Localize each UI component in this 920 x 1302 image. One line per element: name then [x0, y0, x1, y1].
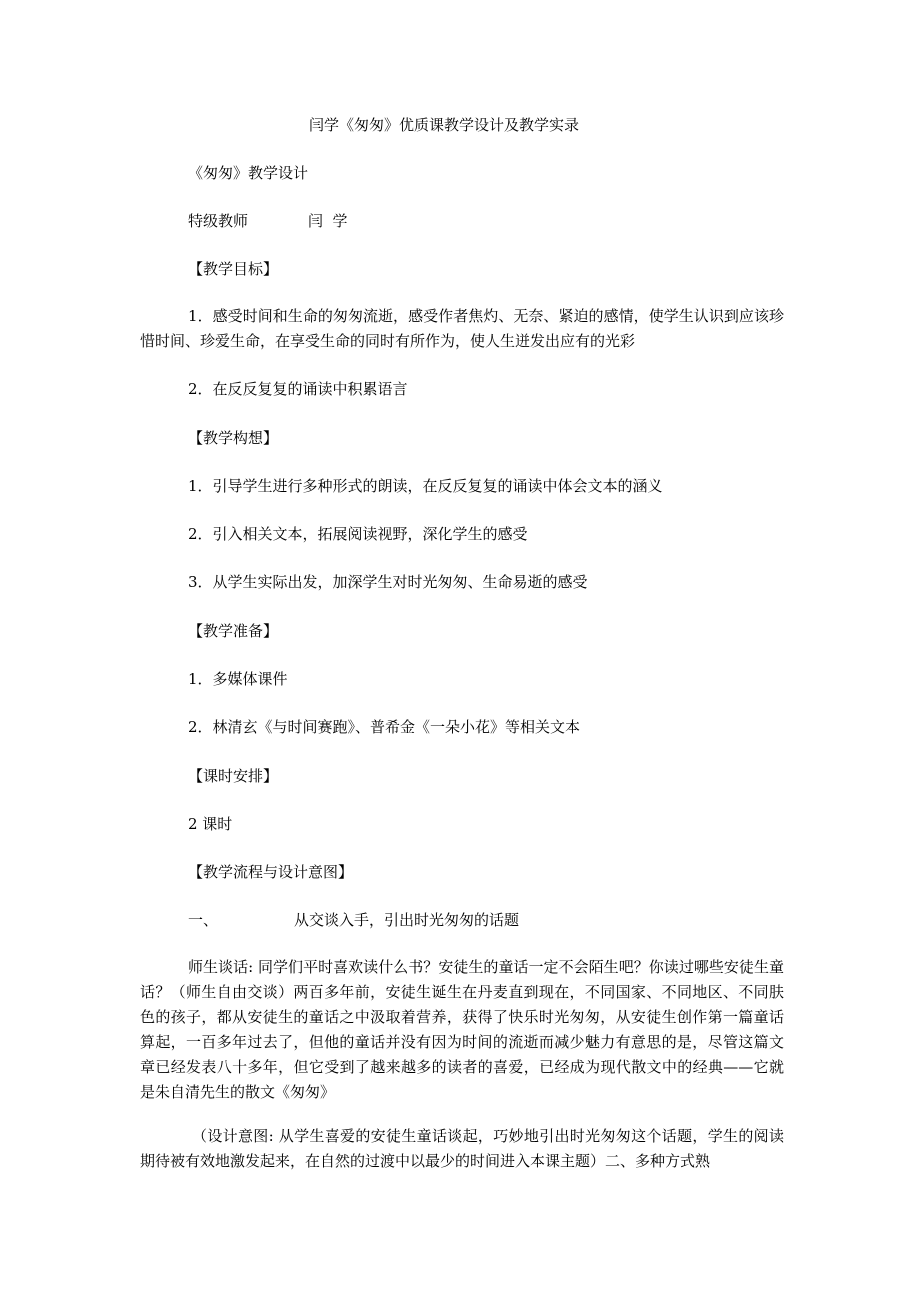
- flow-paragraph-1: 师生谈话: 同学们平时喜欢读什么书？安徒生的童话一定不会陌生吧？你读过哪些安徒生童话？（师生自由交谈）两百多年前，安徒生诞生在丹麦直到现在，不同国家、不同地区、不同肤色的孩子，都从安徒生的童话之中汲取着营养，获得了快乐时光匆匆，从安徒生创作第一篇童话算起，一百多年过去了，但他的童话并没有因为时间的流逝而减少魅力有意思的是，尽管这篇文章已经发表八十多年，但它受到了越来越多的读者的喜爱，已经成为现代散文中的经典——它就是朱自清先生的散文《匆匆》: [140, 958, 784, 1101]
- prep-heading: 【教学准备】: [188, 622, 279, 640]
- author-line: [188, 210, 348, 232]
- goals-item-2: 2．在反反复复的诵读中积累语言: [188, 380, 408, 398]
- goals-item-1: 1．感受时间和生命的匆匆流逝，感受作者焦灼、无奈、紧迫的感情，使学生认识到应该珍惜时间、珍爱生命，在享受生命的同时有所作为，使人生迸发出应有的光彩: [140, 307, 784, 350]
- schedule-heading: 【课时安排】: [188, 767, 279, 785]
- goals-heading: 【教学目标】: [188, 260, 279, 278]
- concept-heading: 【教学构想】: [188, 429, 279, 447]
- flow-step-1-number: 一、: [188, 911, 219, 929]
- document-subtitle: 《匆匆》教学设计: [188, 164, 309, 182]
- flow-heading: 【教学流程与设计意图】: [188, 863, 354, 881]
- prep-item-1: 1．多媒体课件: [188, 670, 288, 688]
- author-role: 特级教师: [188, 212, 249, 230]
- flow-step-1-title: 从交谈入手，引出时光匆匆的话题: [294, 911, 520, 929]
- concept-item-3: 3．从学生实际出发，加深学生对时光匆匆、生命易逝的感受: [188, 573, 588, 591]
- schedule-value: 2 课时: [188, 815, 233, 833]
- flow-step-1: [188, 909, 519, 931]
- concept-item-2: 2．引入相关文本，拓展阅读视野，深化学生的感受: [188, 525, 528, 543]
- concept-item-1: 1．引导学生进行多种形式的朗读，在反反复复的诵读中体会文本的涵义: [188, 477, 663, 495]
- flow-paragraph-2: （设计意图: 从学生喜爱的安徒生童话谈起，巧妙地引出时光匆匆这个话题，学生的阅读期待被有效地激发起来，在自然的过渡中以最少的时间进入本课主题）二、多种方式熟: [140, 1127, 784, 1170]
- prep-item-2: 2．林清玄《与时间赛跑》、普希金《一朵小花》等相关文本: [188, 718, 581, 736]
- author-name: 闫 学: [308, 212, 348, 230]
- document-title: 闫学《匆匆》优质课教学设计及教学实录: [309, 116, 580, 134]
